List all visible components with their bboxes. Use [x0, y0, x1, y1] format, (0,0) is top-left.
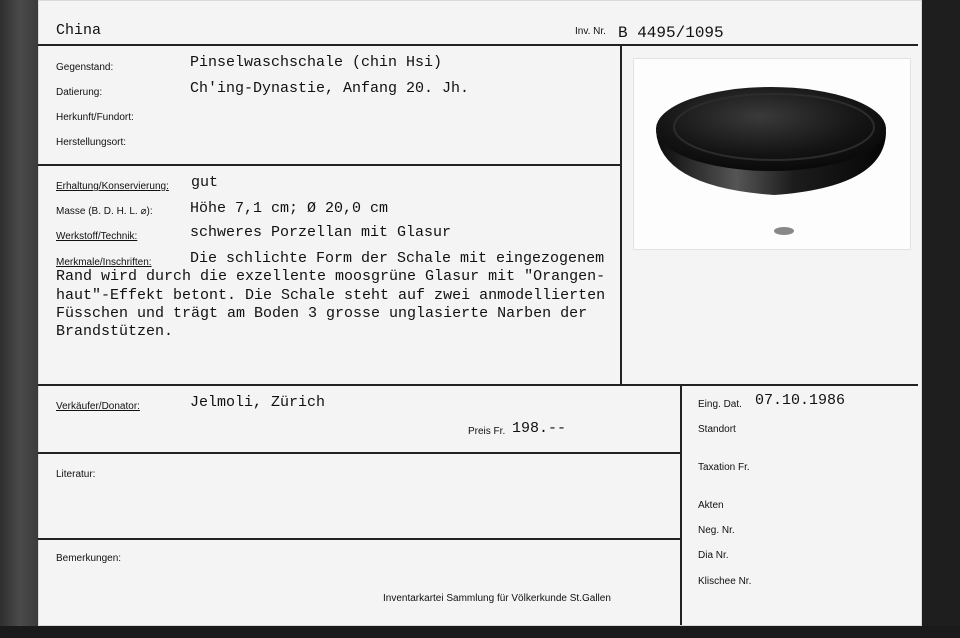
klischee-label: Klischee Nr.	[698, 576, 752, 587]
inv-label: Inv. Nr.	[575, 26, 606, 37]
neg-label: Neg. Nr.	[698, 525, 735, 536]
masse-label: Masse (B. D. H. L. ⌀):	[56, 206, 153, 217]
dia-label: Dia Nr.	[698, 550, 729, 561]
rule-block1	[38, 164, 621, 166]
preis-value: 198.--	[512, 420, 567, 437]
verkaeufer-value: Jelmoli, Zürich	[190, 394, 326, 411]
footer-text: Inventarkartei Sammlung für Völkerkunde St.Gallen	[383, 593, 611, 604]
gegenstand-value: Pinselwaschschale (chin Hsi)	[190, 54, 443, 71]
merkmale-label: Merkmale/Inschriften:	[56, 257, 152, 268]
merkmale-line: haut"-Effekt betont. Die Schale steht auf zwei anmodellierten	[56, 287, 606, 304]
werkstoff-value: schweres Porzellan mit Glasur	[190, 224, 452, 241]
dark-edge-right	[922, 0, 960, 638]
werkstoff-label: Werkstoff/Technik:	[56, 231, 138, 242]
rule-header	[38, 44, 918, 46]
divider-side	[680, 385, 682, 625]
taxation-label: Taxation Fr.	[698, 462, 750, 473]
merkmale-line: Füsschen und trägt am Boden 3 grosse unglasierte Narben der	[56, 305, 588, 322]
object-photo	[633, 58, 911, 250]
merkmale-line: Rand wird durch die exzellente moosgrüne Glasur mit "Orangen-	[56, 268, 606, 285]
dark-edge-bottom	[0, 626, 960, 638]
herstellungsort-label: Herstellungsort:	[56, 137, 127, 148]
datierung-value: Ch'ing-Dynastie, Anfang 20. Jh.	[190, 80, 470, 97]
datierung-label: Datierung:	[56, 87, 103, 98]
bemerkungen-label: Bemerkungen:	[56, 553, 122, 564]
literatur-label: Literatur:	[56, 469, 96, 480]
rule-block2	[38, 384, 918, 386]
inv-number: B 4495/1095	[618, 24, 724, 42]
preis-label: Preis Fr.	[468, 426, 506, 437]
eing-value: 07.10.1986	[755, 392, 846, 409]
country: China	[56, 22, 102, 39]
merkmale-line: Die schlichte Form der Schale mit eingezogenem	[190, 250, 605, 267]
standort-label: Standort	[698, 424, 736, 435]
akten-label: Akten	[698, 500, 724, 511]
erhaltung-label: Erhaltung/Konservierung:	[56, 181, 169, 192]
erhaltung-value: gut	[191, 174, 219, 191]
rule-block3	[38, 452, 681, 454]
gegenstand-label: Gegenstand:	[56, 62, 114, 73]
masse-value: Höhe 7,1 cm; Ø 20,0 cm	[190, 200, 389, 217]
merkmale-line: Brandstützen.	[56, 323, 174, 340]
bowl-image	[634, 59, 910, 249]
divider-photo	[620, 45, 622, 385]
eing-label: Eing. Dat.	[698, 399, 742, 410]
rule-block4	[38, 538, 681, 540]
verkaeufer-label: Verkäufer/Donator:	[56, 401, 140, 412]
herkunft-label: Herkunft/Fundort:	[56, 112, 134, 123]
